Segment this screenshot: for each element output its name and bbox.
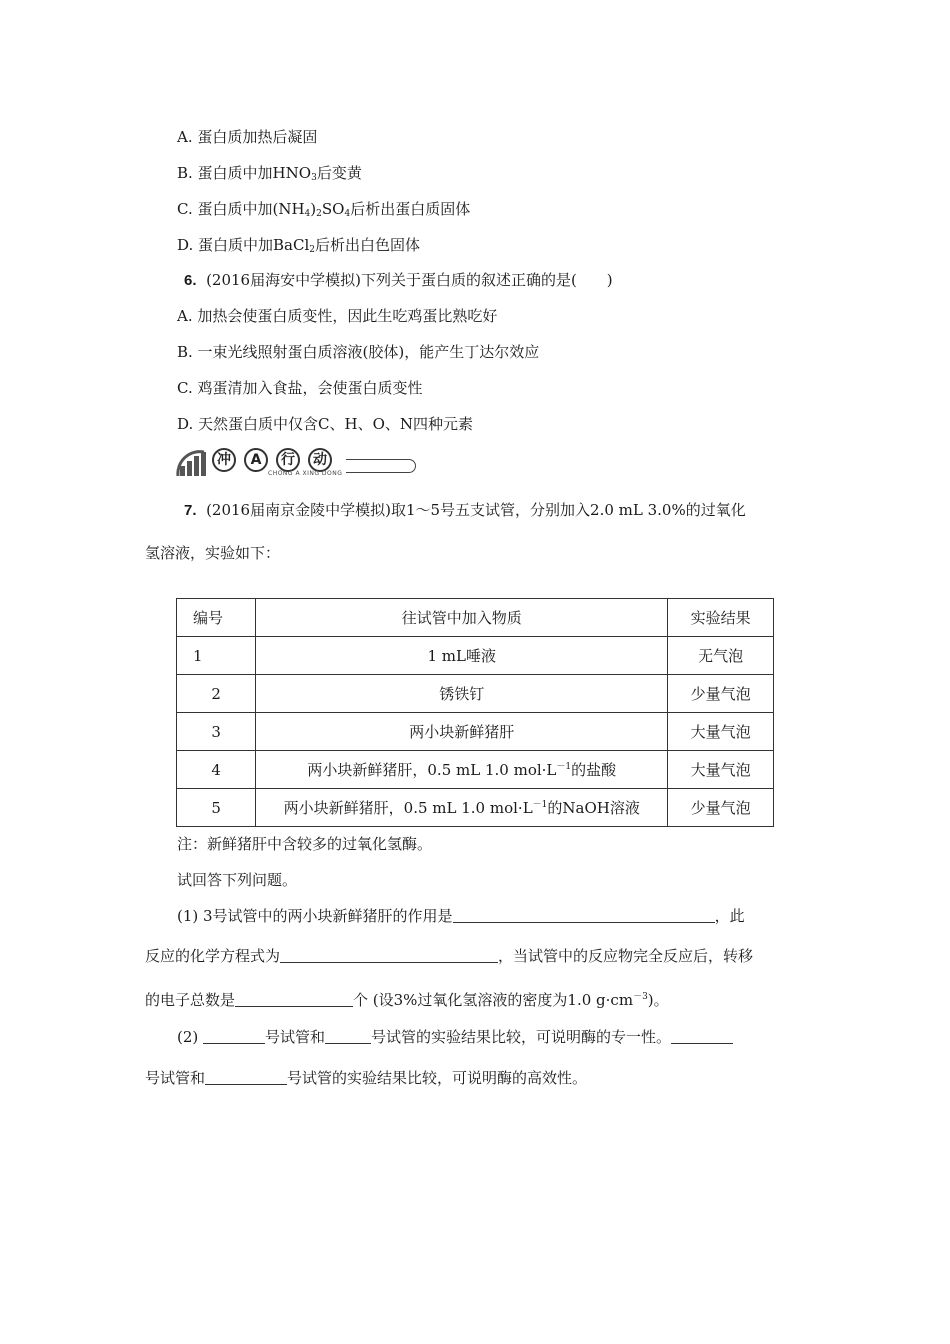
q7-stem-line2: 氢溶液，实验如下： — [145, 544, 281, 562]
q6-stem: 6. (2016届海安中学模拟)下列关于蛋白质的叙述正确的是( ) — [184, 271, 613, 289]
row-result: 大量气泡 — [668, 713, 774, 751]
answer-blank-role[interactable] — [453, 908, 715, 923]
row-result: 无气泡 — [668, 637, 774, 675]
answer-blank-tube-d[interactable] — [205, 1070, 287, 1085]
header-id: 编号 — [177, 599, 256, 637]
q6-option-a: A. 加热会使蛋白质变性，因此生吃鸡蛋比熟吃好 — [177, 307, 498, 325]
q6-option-c: C. 鸡蛋清加入食盐，会使蛋白质变性 — [177, 379, 423, 397]
q5-option-d: D. 蛋白质中加BaCl$_2$后析出白色固体 — [177, 236, 421, 255]
logo-char-1: 冲 — [212, 448, 236, 472]
answer-blank-tube-c[interactable] — [671, 1029, 733, 1044]
row-result: 少量气泡 — [668, 675, 774, 713]
part1-line2: 反应的化学方程式为 ，当试管中的反应物完全反应后，转移 — [145, 947, 754, 965]
logo-pinyin: CHONG A XING DONG — [268, 470, 343, 477]
q6-option-b: B. 一束光线照射蛋白质溶液(胶体)，能产生丁达尔效应 — [177, 343, 540, 361]
header-result: 实验结果 — [668, 599, 774, 637]
table-row — [177, 713, 774, 751]
row-substance: 1 mL唾液 — [256, 637, 668, 675]
part1-line3: 的电子总数是 个 (设3%过氧化氢溶液的密度为1.0 $g\cdot cm^{-3}$)。 — [145, 991, 669, 1009]
q6-number: 6. — [184, 272, 197, 289]
row-id: 2 — [177, 675, 256, 713]
answer-blank-equation[interactable] — [280, 948, 498, 963]
q5-option-a: A. 蛋白质加热后凝固 — [177, 128, 318, 146]
row-substance: 两小块新鲜猪肝 — [256, 713, 668, 751]
table-header-row — [177, 599, 774, 637]
row-id: 3 — [177, 713, 256, 751]
logo-char-4: 动 — [308, 448, 332, 472]
table-row — [177, 789, 774, 827]
q6-option-d: D. 天然蛋白质中仅含C、H、O、N四种元素 — [177, 415, 474, 433]
logo-banner — [346, 459, 416, 473]
experiment-table — [176, 598, 774, 827]
bar-chart-icon — [176, 448, 208, 478]
row-substance: 锈铁钉 — [256, 675, 668, 713]
answer-blank-tube-a[interactable] — [203, 1029, 265, 1044]
section-logo — [176, 446, 416, 482]
part2-line2: 号试管和 号试管的实验结果比较，可说明酶的高效性。 — [145, 1069, 588, 1087]
part1-line1: (1) 3号试管中的两小块新鲜猪肝的作用是 ，此 — [177, 907, 745, 925]
table-note: 注：新鲜猪肝中含较多的过氧化氢酶。 — [177, 835, 433, 853]
answer-blank-tube-b[interactable] — [325, 1029, 371, 1044]
row-result: 大量气泡 — [668, 751, 774, 789]
answer-prompt: 试回答下列问题。 — [177, 871, 298, 889]
row-id: 1 — [177, 637, 256, 675]
q7-number: 7. — [184, 502, 197, 519]
table-row — [177, 751, 774, 789]
q5-option-b: B. 蛋白质中加$HNO_3$后变黄 — [177, 164, 362, 183]
row-result: 少量气泡 — [668, 789, 774, 827]
header-substance: 往试管中加入物质 — [256, 599, 668, 637]
row-id: 5 — [177, 789, 256, 827]
answer-blank-electrons[interactable] — [235, 992, 353, 1007]
table-row — [177, 675, 774, 713]
q7-stem-line1: 7. (2016届南京金陵中学模拟)取1～5号五支试管，分别加入2.0 mL 3.0%的过氧化 — [184, 501, 746, 519]
logo-char-3: 行 — [276, 448, 300, 472]
part2-line1: (2) 号试管和 号试管的实验结果比较，可说明酶的专一性。 — [177, 1027, 733, 1047]
row-substance: 两小块新鲜猪肝，0.5 mL 1.0 $mol\cdot L^{-1}$的盐酸 — [256, 751, 668, 789]
q5-option-c: C. 蛋白质中加$(NH_4)_2SO_4$后析出蛋白质固体 — [177, 200, 471, 219]
table-row — [177, 637, 774, 675]
logo-char-2: A — [244, 448, 268, 472]
row-substance: 两小块新鲜猪肝，0.5 mL 1.0 $mol\cdot L^{-1}$的NaOH溶液 — [256, 789, 668, 827]
row-id: 4 — [177, 751, 256, 789]
